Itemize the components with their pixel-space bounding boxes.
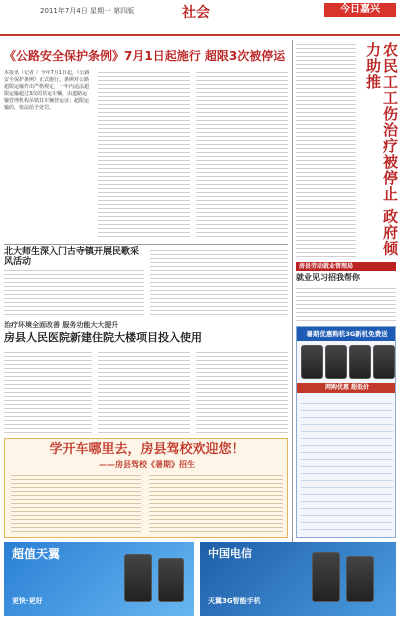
- hospital-body-col2: [98, 350, 190, 435]
- employment-notice: [296, 262, 396, 322]
- employment-tag: 房县劳动就业管理局: [296, 262, 396, 271]
- phone-image-5: [124, 554, 152, 602]
- lead-headline: 《公路安全保护条例》7月1日起施行 超限3次被停运: [4, 49, 286, 63]
- hospital-kicker: 治疗环境全面改善 服务功能大大提升: [4, 321, 119, 329]
- volunteer-body: [4, 268, 144, 318]
- issue-date: 2011年7月4日 星期一 第四版: [40, 7, 135, 15]
- price-table-title: 网购优惠 超低价: [297, 383, 396, 393]
- price-table: [301, 397, 393, 533]
- hospital-body-top: [150, 248, 288, 318]
- divider-line: [4, 244, 288, 245]
- volunteer-headline: 北大师生深入门古寺镇开展民歌采风活动: [4, 247, 140, 267]
- column-divider: [292, 40, 293, 570]
- phone-image-7: [312, 552, 340, 602]
- employment-headline: 就业见习招我帮你: [296, 273, 360, 282]
- phone-promo-ad: [296, 326, 396, 538]
- newspaper-logo: 今日嘉兴: [324, 3, 396, 17]
- tianyi-ad-title: 超值天翼: [12, 547, 61, 561]
- driving-school-text-right: [149, 473, 283, 533]
- lead-body-col3: [196, 70, 288, 240]
- lead-body-col2: [98, 70, 190, 240]
- hospital-body-col1: [4, 350, 92, 435]
- driving-school-title: 学开车哪里去，房县驾校欢迎您！: [49, 442, 245, 457]
- telecom-ad-slogan: 天翼3G智能手机: [208, 597, 261, 605]
- lead-body: 本报讯（记者 ）今年7月1日起，《公路安全保护条例》正式施行。条例对公路超限运输作出严格规定，一年内违法超限运输超过3次的货运车辆，由道路运输管理机构吊销其车辆营运证；超限运输的，依法给予处罚。: [4, 70, 90, 111]
- driving-school-text-left: [11, 473, 141, 533]
- hospital-headline: 房县人民医院新建住院大楼项目投入使用: [4, 331, 202, 344]
- phone-image-1: [301, 345, 323, 379]
- vertical-headline: 农民工工伤治疗被停止 政府倾力助推: [364, 42, 399, 257]
- driving-school-ad: [4, 438, 288, 538]
- phone-image-3: [349, 345, 371, 379]
- phone-promo-banner: 暑期优惠购机3G新机免费送: [297, 327, 396, 341]
- page-header: [0, 0, 400, 36]
- telecom-ad-title: 中国电信: [208, 547, 252, 560]
- phone-image-8: [346, 556, 374, 602]
- phone-image-2: [325, 345, 347, 379]
- hospital-body-col3: [196, 350, 288, 435]
- telecom-ad-right: [200, 542, 396, 616]
- tianyi-ad-slogan: 更快·更好: [12, 597, 43, 605]
- employment-body: [296, 286, 396, 322]
- driving-school-subtitle: ——房县驾校《暑期》招生: [99, 460, 195, 469]
- phone-image-4: [373, 345, 395, 379]
- phone-image-6: [158, 558, 184, 602]
- section-name: 社会: [182, 5, 210, 21]
- tianyi-ad-left: [4, 542, 194, 616]
- right-article-body: [296, 42, 356, 258]
